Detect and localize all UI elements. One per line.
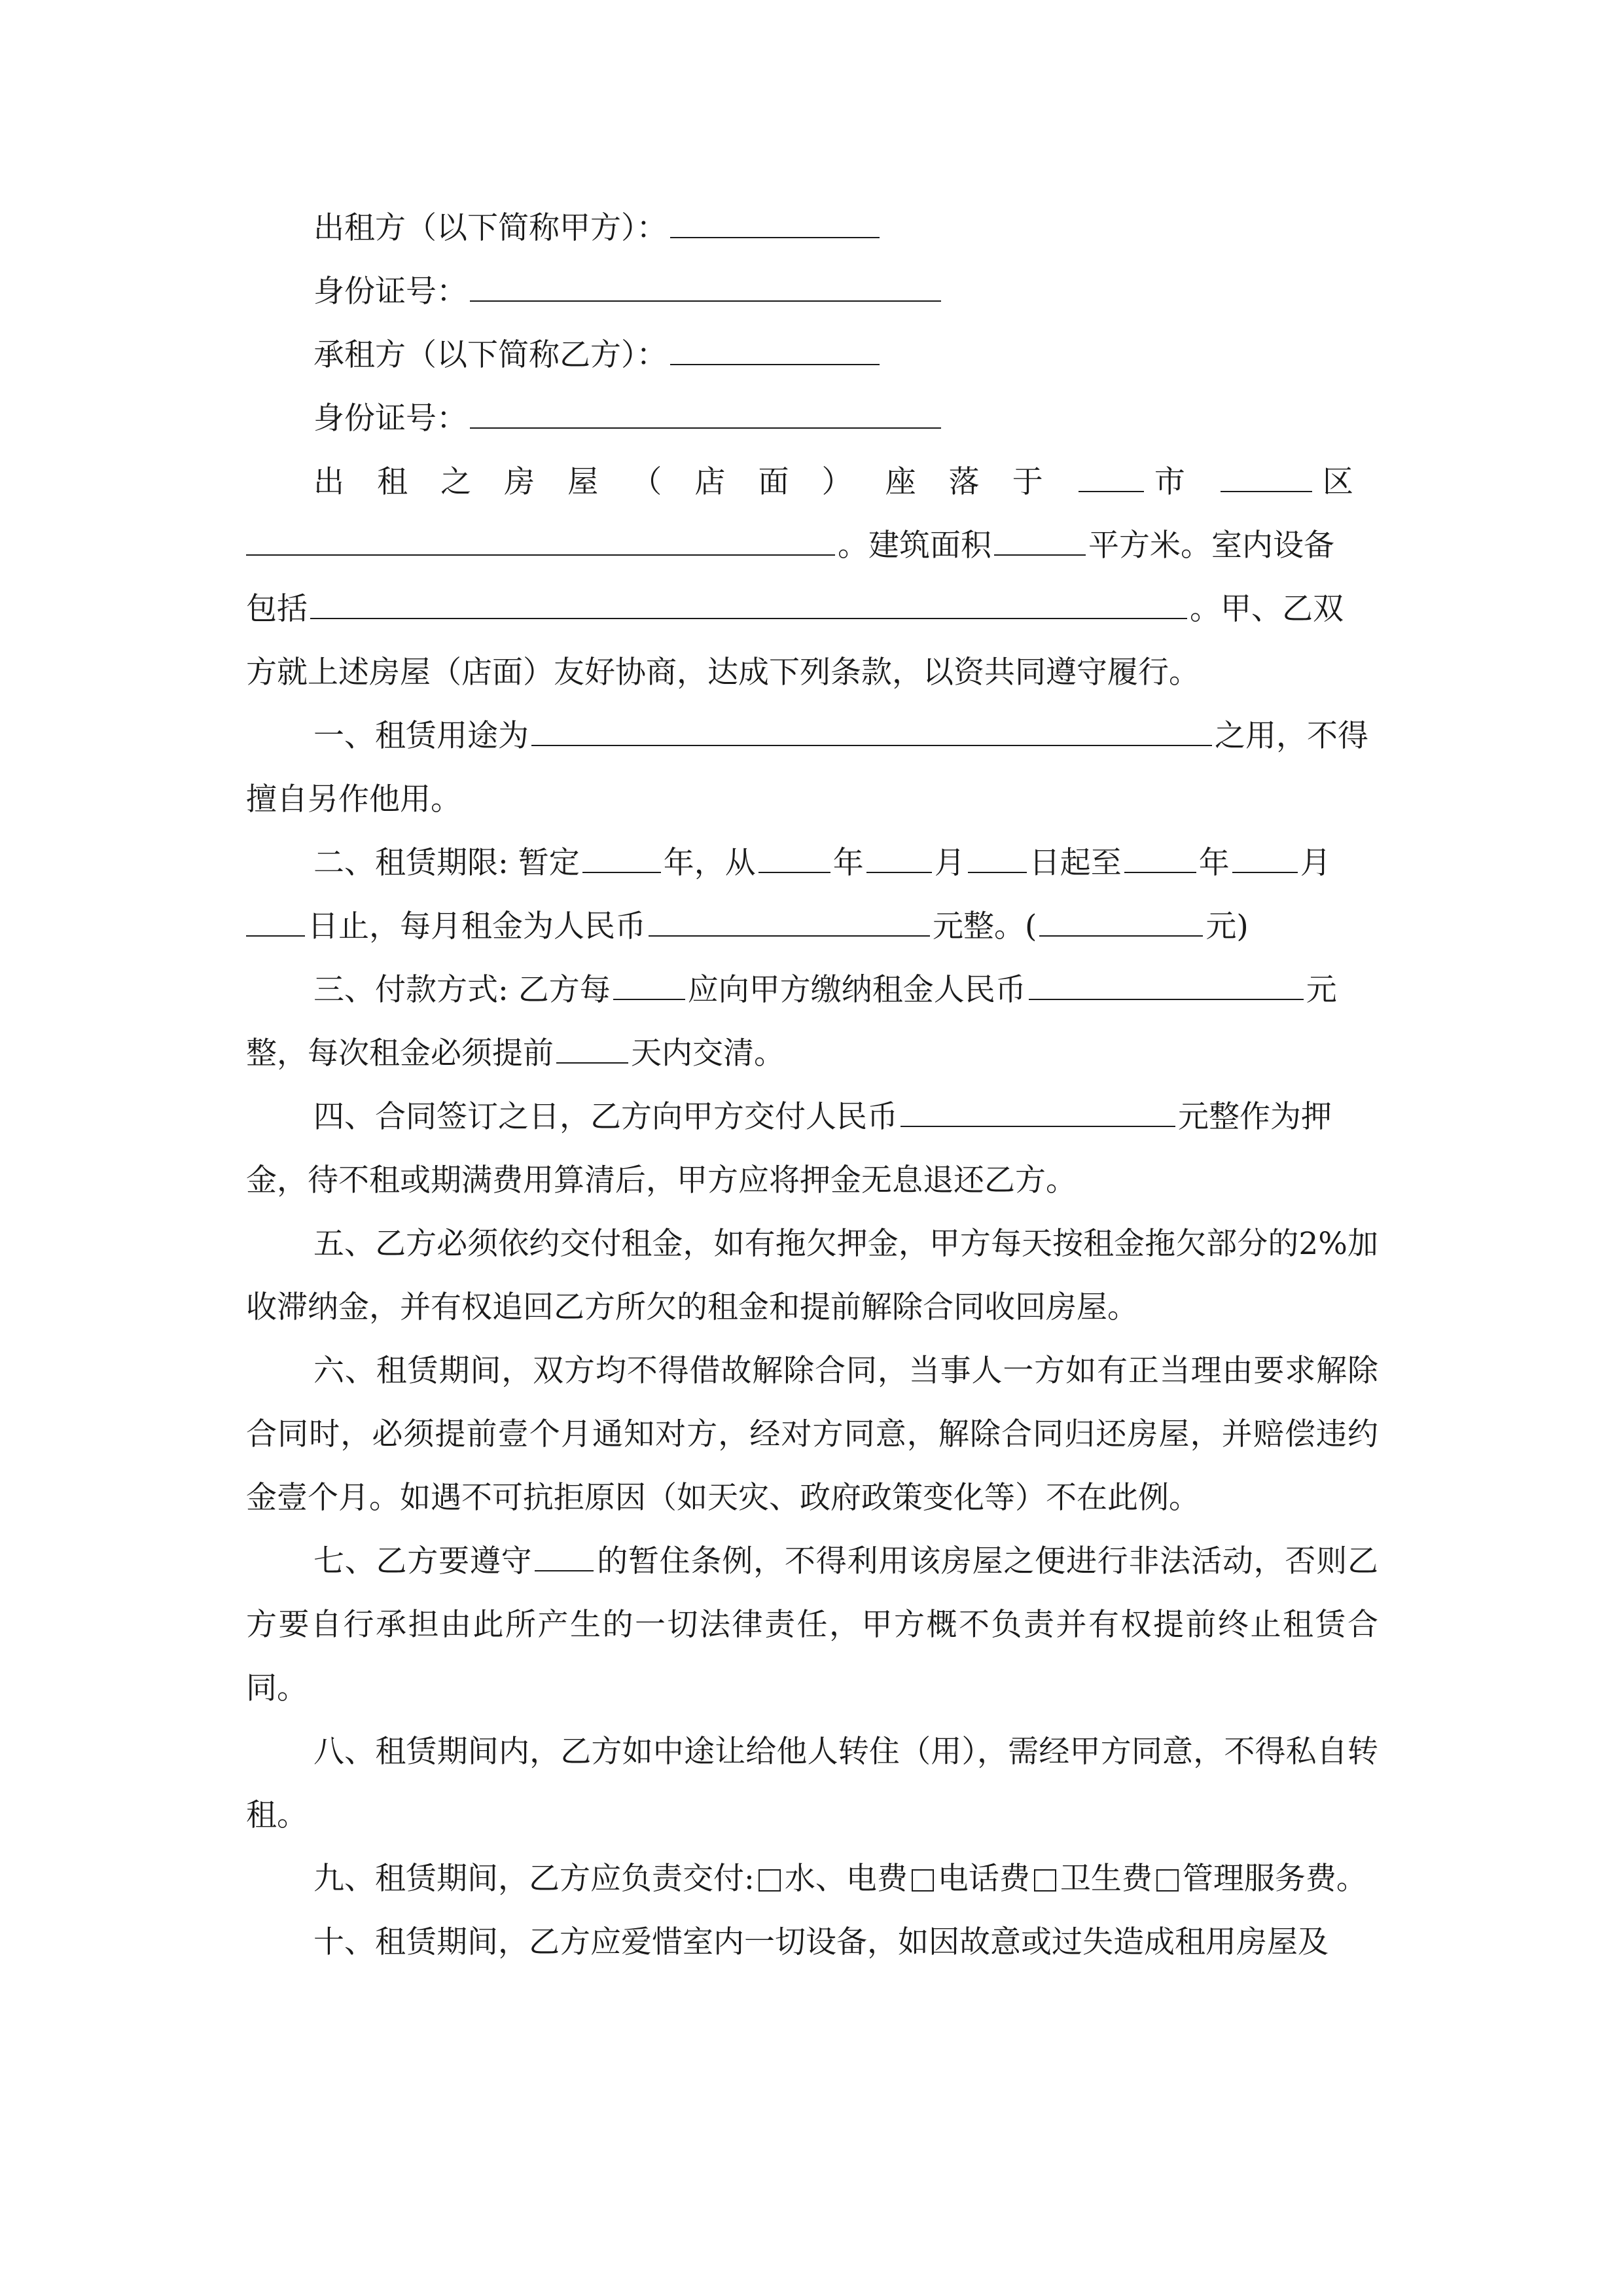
clause-2-year: 年，从	[663, 845, 756, 881]
clause-3-prefix: 三、付款方式: 乙方每	[313, 972, 611, 1008]
region-blank	[535, 1545, 594, 1571]
clause-3-line2a: 整，每次租金必须提前	[246, 1035, 554, 1071]
intro-area-unit: 平方米。室内设备	[1088, 528, 1334, 564]
advance-days-blank	[556, 1037, 628, 1064]
clause-4-suffix: 元整作为押	[1178, 1099, 1332, 1135]
lessee-id-line	[246, 387, 1378, 450]
checkbox-phone[interactable]	[912, 1869, 934, 1892]
option-water-electric: 水、电费	[784, 1861, 908, 1897]
clause-3-line2b: 天内交清。	[631, 1035, 785, 1071]
clause-2-line-2	[246, 895, 1378, 958]
clause-3-end: 元	[1306, 972, 1337, 1008]
intro-line-4	[246, 641, 1378, 704]
clause-6-text: 六、租赁期间，双方均不得借故解除合同，当事人一方如有正当理由要求解除合同时，必须提前壹个月通知对方，经对方同意，解除合同归还房屋，并赔偿违约金壹个月。如遇不可抗拒原因（如天灾、政府政策变化等）不在此例。	[246, 1353, 1378, 1516]
intro-area-label: 。建筑面积	[838, 528, 991, 564]
start-year-blank	[758, 847, 830, 873]
option-management: 管理服务费。	[1182, 1861, 1367, 1897]
contract-body	[246, 196, 1378, 1974]
deposit-blank	[901, 1101, 1175, 1127]
lessor-id-line	[246, 260, 1378, 323]
clause-2-y: 年	[832, 845, 864, 881]
checkbox-management[interactable]	[1156, 1869, 1179, 1892]
intro-district: 区	[1314, 464, 1379, 500]
district-blank	[1221, 466, 1312, 492]
clause-3-mid: 应向甲方缴纳租金人民币	[687, 972, 1026, 1008]
intro-location-prefix: 出租之房屋（店面）座落于	[313, 464, 1076, 500]
clause-4	[246, 1085, 1378, 1149]
clause-2-m: 月	[934, 845, 965, 881]
clause-3	[246, 958, 1378, 1022]
clause-7-rest: 的暂住条例，不得利用该房屋之便进行非法活动，否则乙方要自行承担由此所产生的一切法律责任，甲方概不负责并有权提前终止租赁合同。	[246, 1543, 1378, 1706]
checkbox-sanitation[interactable]	[1034, 1869, 1056, 1892]
purpose-blank	[531, 720, 1212, 746]
clause-2-day-end: 日止，每月租金为人民币	[308, 908, 646, 944]
lessor-blank	[670, 212, 880, 238]
clause-2	[246, 831, 1378, 895]
start-month-blank	[866, 847, 932, 873]
clause-5	[246, 1212, 1378, 1339]
clause-2-yuan: 元整。(	[933, 908, 1037, 944]
lessee-blank	[670, 339, 880, 365]
term-years-blank	[582, 847, 661, 873]
lessor-id-label: 身份证号：	[313, 274, 467, 310]
rent-figure-blank	[1039, 910, 1203, 937]
lessee-line	[246, 323, 1378, 387]
lessee-id-blank	[470, 403, 941, 429]
clause-4-prefix: 四、合同签订之日，乙方向甲方交付人民币	[313, 1099, 898, 1135]
lessor-line	[246, 196, 1378, 260]
clause-10	[246, 1910, 1378, 1974]
clause-1-line-2	[246, 768, 1378, 831]
monthly-rent-blank	[649, 910, 930, 937]
clause-1-prefix: 一、租赁用途为	[313, 718, 529, 754]
clause-1-suffix: 之用，不得	[1215, 718, 1368, 754]
clause-4-line-2	[246, 1149, 1378, 1212]
clause-7	[246, 1530, 1378, 1720]
clause-9-prefix: 九、租赁期间，乙方应负责交付:	[313, 1861, 755, 1897]
clause-1	[246, 704, 1378, 768]
payment-period-blank	[613, 974, 685, 1000]
start-day-blank	[968, 847, 1027, 873]
clause-2-from: 日起至	[1029, 845, 1122, 881]
end-month-blank	[1232, 847, 1298, 873]
clause-9	[246, 1847, 1378, 1910]
end-day-blank	[246, 910, 305, 937]
intro-line-3	[246, 577, 1378, 641]
lessor-id-blank	[470, 276, 941, 302]
clause-2-close: 元)	[1205, 908, 1249, 944]
lessee-label: 承租方（以下简称乙方）：	[313, 337, 668, 373]
lessor-label: 出租方（以下简称甲方）：	[313, 210, 668, 246]
intro-line-2	[246, 514, 1378, 577]
clause-2-prefix: 二、租赁期限: 暂定	[313, 845, 580, 881]
option-phone: 电话费	[937, 1861, 1030, 1897]
clause-3-line-2	[246, 1022, 1378, 1085]
clause-6	[246, 1339, 1378, 1530]
clause-2-m2: 月	[1300, 845, 1331, 881]
clause-2-y2: 年	[1198, 845, 1230, 881]
clause-10-text: 十、租赁期间，乙方应爱惜室内一切设备，如因故意或过失造成租用房屋及	[313, 1924, 1329, 1960]
equipment-blank	[310, 593, 1187, 619]
clause-7-prefix: 七、乙方要遵守	[313, 1543, 533, 1579]
intro-city: 市	[1146, 464, 1218, 500]
intro-parties: 。甲、乙双	[1190, 591, 1344, 627]
payment-amount-blank	[1029, 974, 1304, 1000]
clause-1-line2: 擅自另作他用。	[246, 781, 461, 817]
clause-8-text: 八、租赁期间内，乙方如中途让给他人转住（用），需经甲方同意，不得私自转租。	[246, 1734, 1378, 1833]
intro-agreement: 方就上述房屋（店面）友好协商，达成下列条款，以资共同遵守履行。	[246, 655, 1200, 691]
intro-line-1	[246, 450, 1378, 514]
end-year-blank	[1124, 847, 1196, 873]
clause-4-line2: 金，待不租或期满费用算清后，甲方应将押金无息退还乙方。	[246, 1162, 1077, 1198]
clause-8	[246, 1720, 1378, 1847]
intro-includes: 包括	[246, 591, 308, 627]
lessee-id-label: 身份证号：	[313, 401, 467, 437]
city-blank	[1079, 466, 1144, 492]
clause-5-text: 五、乙方必须依约交付租金，如有拖欠押金，甲方每天按租金拖欠部分的2%加收滞纳金，并有权追回乙方所欠的租金和提前解除合同收回房屋。	[246, 1226, 1378, 1325]
checkbox-water-electric[interactable]	[758, 1869, 781, 1892]
area-blank	[994, 529, 1086, 556]
option-sanitation: 卫生费	[1060, 1861, 1152, 1897]
address-blank	[246, 529, 835, 556]
